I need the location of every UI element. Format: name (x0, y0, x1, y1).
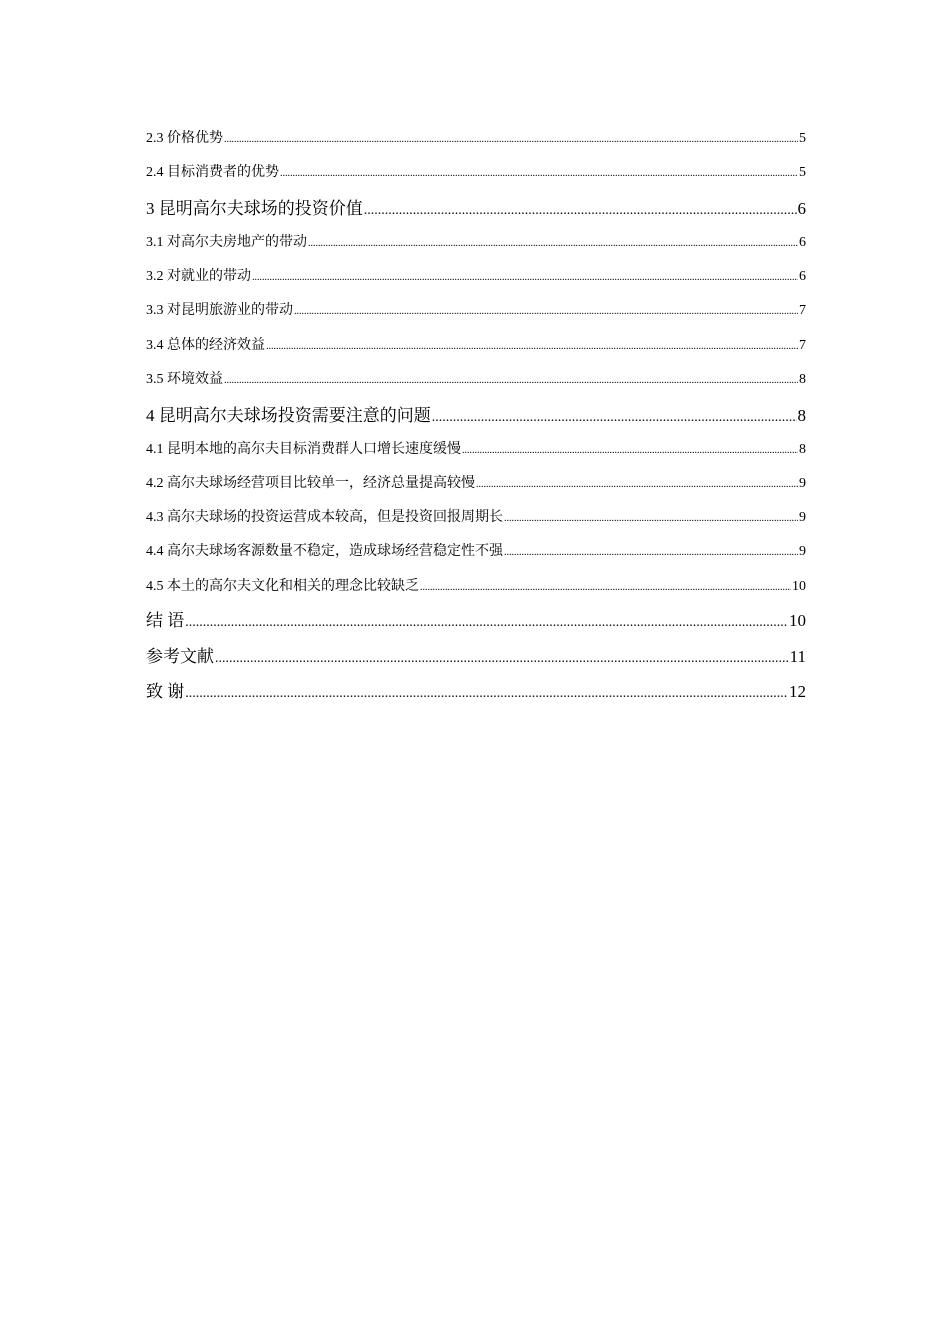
toc-entry-page: 12 (789, 682, 806, 701)
toc-entry-page: 10 (792, 579, 806, 594)
toc-leader-dots (280, 165, 798, 181)
toc-entry[interactable] (146, 265, 806, 285)
toc-entry-label: 4.4 高尔夫球场客源数量不稳定，造成球场经营稳定性不强 (146, 544, 503, 559)
toc-entry-label: 3.1 对高尔夫房地产的带动 (146, 235, 307, 250)
toc-entry-label: 3.2 对就业的带动 (146, 269, 251, 284)
toc-leader-dots (266, 338, 798, 354)
toc-entry[interactable] (146, 161, 806, 181)
toc-leader-dots (308, 235, 798, 251)
toc-entry-page: 9 (799, 476, 806, 491)
toc-leader-dots (294, 303, 798, 319)
toc-leader-dots (252, 269, 798, 285)
toc-leader-dots (224, 372, 798, 388)
toc-entry-label: 3.5 环境效益 (146, 372, 223, 387)
toc-leader-dots (215, 647, 789, 667)
toc-entry-page: 9 (799, 544, 806, 559)
toc-entry[interactable] (146, 642, 806, 667)
toc-leader-dots (504, 510, 798, 526)
toc-entry[interactable] (146, 127, 806, 147)
toc-entry-label: 4 昆明高尔夫球场投资需要注意的问题 (146, 406, 431, 425)
toc-entry-label: 3.3 对昆明旅游业的带动 (146, 303, 293, 318)
toc-entry[interactable] (146, 677, 806, 702)
toc-entry-label: 参考文献 (146, 647, 214, 666)
toc-entry-label: 结 语 (146, 611, 185, 630)
toc-entry[interactable] (146, 438, 806, 458)
toc-entry-label: 4.3 高尔夫球场的投资运营成本较高，但是投资回报周期长 (146, 510, 503, 525)
toc-entry[interactable] (146, 194, 806, 219)
toc-entry[interactable] (146, 472, 806, 492)
toc-entry[interactable] (146, 334, 806, 354)
toc-entry[interactable] (146, 401, 806, 426)
toc-leader-dots (185, 682, 788, 702)
toc-entry-page: 7 (799, 303, 806, 318)
toc-entry-page: 8 (797, 406, 806, 425)
toc-entry[interactable] (146, 575, 806, 595)
toc-entry[interactable] (146, 506, 806, 526)
toc-entry[interactable] (146, 606, 806, 631)
toc-entry-label: 4.2 高尔夫球场经营项目比较单一，经济总量提高较慢 (146, 476, 475, 491)
toc-leader-dots (224, 131, 798, 147)
toc-entry[interactable] (146, 540, 806, 560)
toc-leader-dots (462, 442, 798, 458)
toc-entry[interactable] (146, 368, 806, 388)
toc-entry-page: 7 (799, 338, 806, 353)
toc-entry-page: 8 (799, 442, 806, 457)
toc-entry-label: 2.4 目标消费者的优势 (146, 165, 279, 180)
toc-entry-label: 4.5 本土的高尔夫文化和相关的理念比较缺乏 (146, 579, 419, 594)
toc-entry-label: 致 谢 (146, 682, 185, 701)
toc-entry-page: 5 (799, 165, 806, 180)
toc-entry-page: 6 (799, 235, 806, 250)
toc-entry-page: 6 (799, 269, 806, 284)
toc-leader-dots (476, 476, 798, 492)
toc-entry-page: 5 (799, 131, 806, 146)
toc-entry[interactable] (146, 299, 806, 319)
toc-entry-label: 4.1 昆明本地的高尔夫目标消费群人口增长速度缓慢 (146, 442, 461, 457)
toc-leader-dots (432, 406, 797, 426)
toc-entry-page: 11 (789, 647, 806, 666)
toc-entry-label: 3 昆明高尔夫球场的投资价值 (146, 199, 363, 218)
toc-entry[interactable] (146, 231, 806, 251)
toc-entry-page: 8 (799, 372, 806, 387)
toc-entry-label: 3.4 总体的经济效益 (146, 338, 265, 353)
toc-leader-dots (420, 579, 791, 595)
toc-entry-page: 10 (789, 611, 806, 630)
toc-entry-page: 6 (797, 199, 806, 218)
toc-entry-page: 9 (799, 510, 806, 525)
toc-leader-dots (364, 199, 797, 219)
toc-leader-dots (504, 544, 798, 560)
toc-entry-label: 2.3 价格优势 (146, 131, 223, 146)
toc-leader-dots (185, 611, 788, 631)
